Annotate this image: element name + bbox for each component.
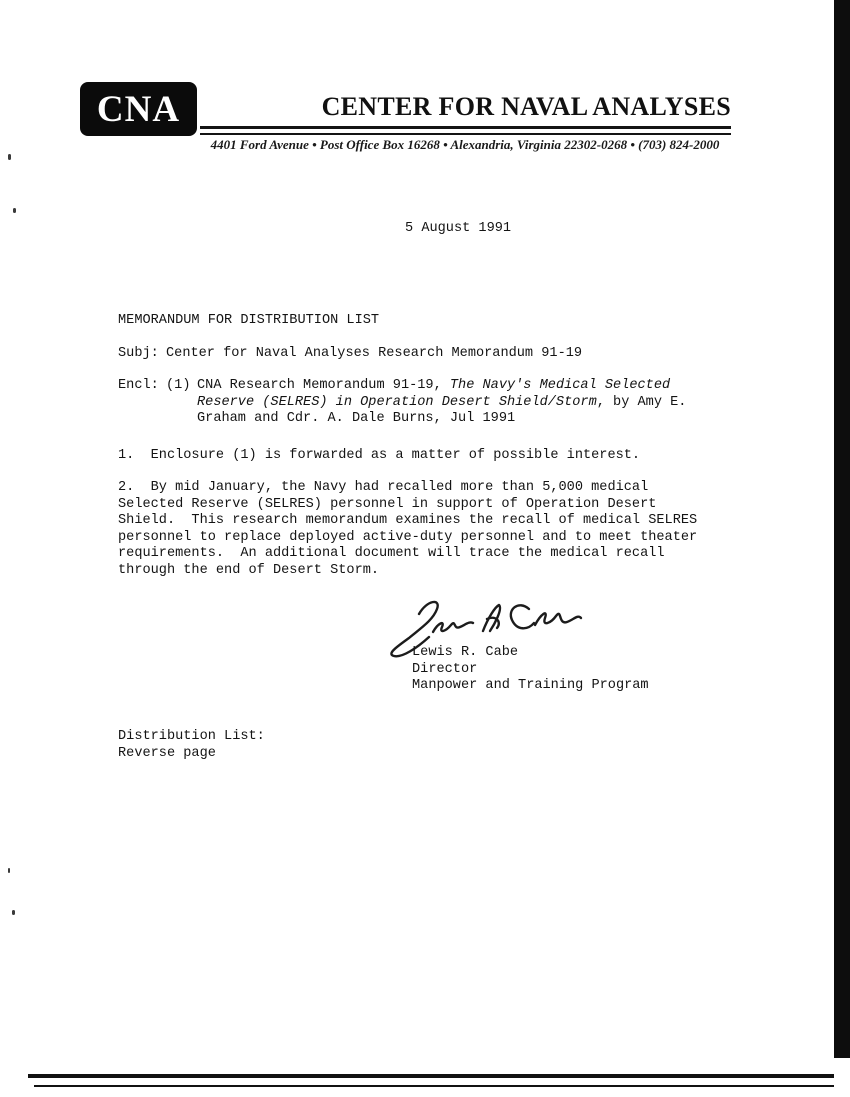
subject-text: Center for Naval Analyses Research Memorandum 91-19 <box>166 345 583 361</box>
org-name: CENTER FOR NAVAL ANALYSES <box>321 92 731 121</box>
enclosure-text-pre: CNA Research Memorandum 91-19, <box>197 378 450 393</box>
cna-logo-text: CNA <box>96 88 181 130</box>
signer-title: Director <box>412 661 478 677</box>
scan-speck <box>12 910 15 915</box>
paragraph-2: 2. By mid January, the Navy had recalled more than 5,000 medical Selected Reserve (SELRES) personnel in support of Operation Desert Shield. This research memorandum examines the recall of medical SELRES personnel to replace deployed active-duty personnel and to meet theater requirements. An additional document will trace the medical recall through the end of Desert Storm. <box>118 480 706 578</box>
memo-body <box>118 313 710 579</box>
enclosure-text-post: , by Amy E. Graham and Cdr. A. Dale Burns, Jul 1991 <box>197 394 695 426</box>
subject-row <box>118 346 710 363</box>
distribution-block <box>118 729 265 762</box>
subject-label: Subj: <box>118 345 159 361</box>
scan-speck <box>13 208 16 213</box>
enclosure-row <box>118 378 710 428</box>
enclosure-number: (1) <box>166 378 191 393</box>
scan-artifact-bottom-line-2 <box>34 1085 834 1087</box>
date-line: 5 August 1991 <box>405 221 512 236</box>
scan-speck <box>8 868 10 873</box>
signature-block <box>412 645 649 695</box>
scan-speck <box>8 154 11 160</box>
enclosure-title-italic: The Navy's Medical Selected Reserve (SELRES) in Operation Desert Shield/Storm <box>197 378 679 410</box>
distribution-label: Distribution List: <box>118 729 265 744</box>
paragraph-1: 1. Enclosure (1) is forwarded as a matter of possible interest. <box>118 447 641 463</box>
scan-artifact-bottom-line-1 <box>28 1074 834 1078</box>
signer-name: Lewis R. Cabe <box>412 645 519 660</box>
header-rule <box>200 126 731 135</box>
scan-artifact-right-bar <box>834 0 850 1058</box>
enclosure-label: Encl: <box>118 378 159 393</box>
enclosure-text <box>197 378 710 428</box>
signer-program: Manpower and Training Program <box>412 678 649 693</box>
distribution-note: Reverse page <box>118 745 216 761</box>
address-line: 4401 Ford Avenue • Post Office Box 16268 • Alexandria, Virginia 22302-0268 • (703) 824-2000 <box>210 137 720 152</box>
cna-logo <box>80 82 197 136</box>
memo-heading: MEMORANDUM FOR DISTRIBUTION LIST <box>118 313 380 328</box>
